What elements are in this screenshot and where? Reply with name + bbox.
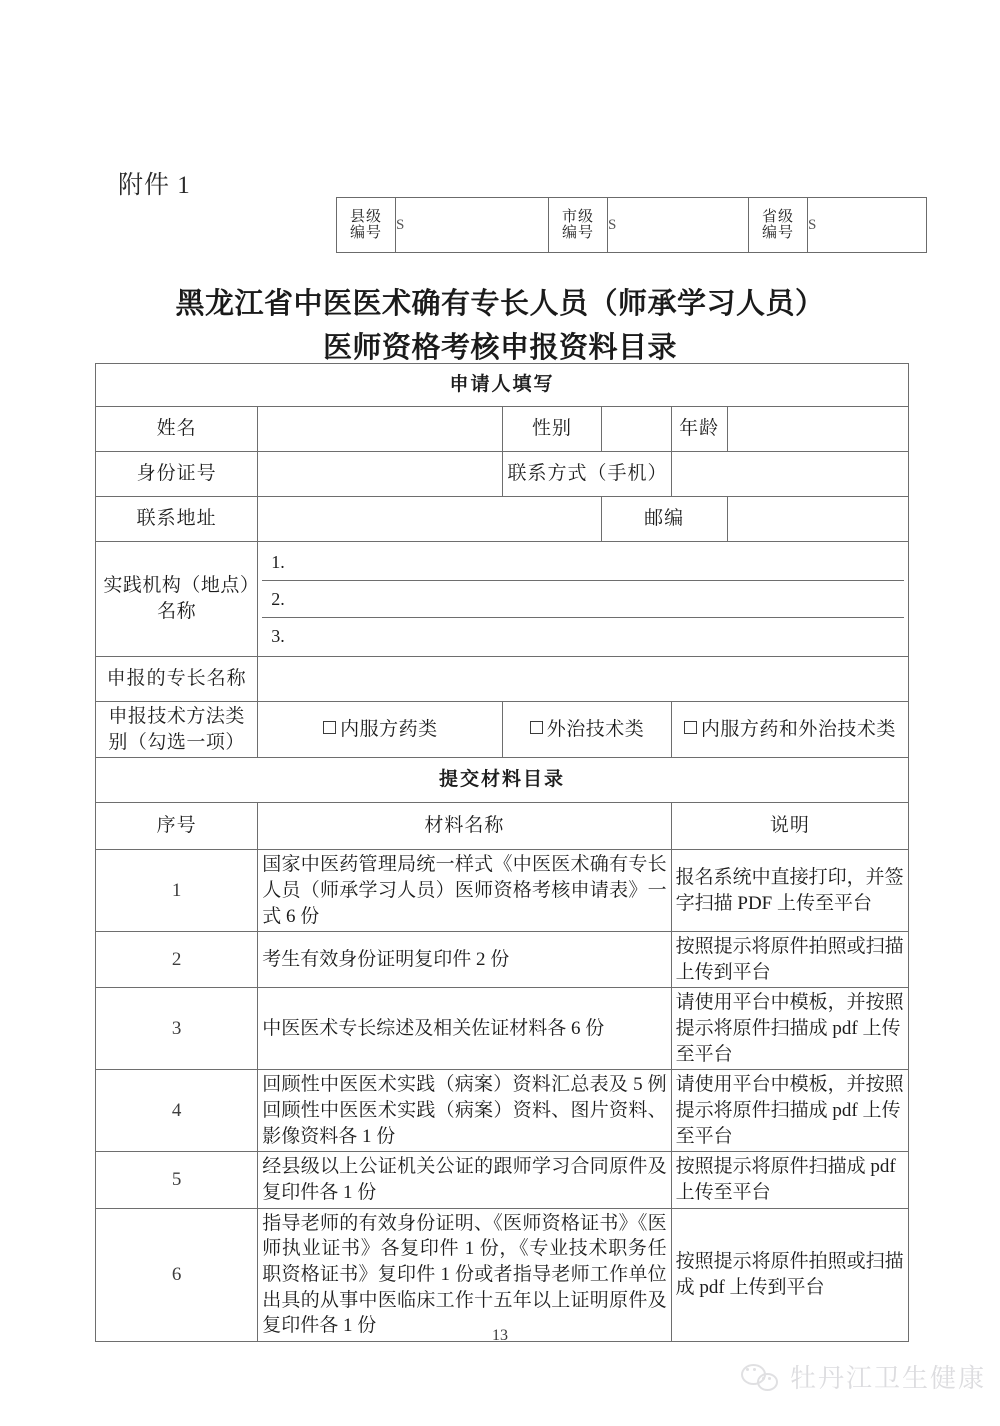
document-title-line2: 医师资格考核申报资料目录 (322, 332, 677, 365)
phone-label: 联系方式（手机） (503, 452, 671, 497)
numbering-table (336, 197, 927, 253)
age-input[interactable] (727, 407, 908, 452)
name-gender-age-row (96, 407, 909, 452)
category-row (96, 702, 909, 758)
institution-label: 实践机构（地点）名称 (96, 542, 258, 657)
material-name: 国家中医药管理局统一样式《中医医术确有专长人员（师承学习人员）医师资格考核申请表》一式 6 份 (258, 850, 671, 932)
institution-entry-2[interactable]: 2. (262, 581, 904, 618)
material-no: 3 (96, 988, 258, 1070)
institution-entry-1[interactable]: 1. (262, 544, 904, 581)
address-input[interactable] (258, 497, 601, 542)
age-label: 年龄 (671, 407, 727, 452)
checkbox-icon[interactable] (323, 721, 336, 734)
material-desc: 请使用平台中模板，并按照提示将原件扫描成 pdf 上传至平台 (671, 988, 908, 1070)
city-number-label-line1: 市级 (561, 208, 594, 225)
postcode-label: 邮编 (601, 497, 727, 542)
county-number-field[interactable]: S (396, 198, 549, 253)
name-label: 姓名 (96, 407, 258, 452)
checkbox-icon[interactable] (684, 721, 697, 734)
category-option-internal-label: 内服方药类 (340, 718, 438, 740)
id-phone-row (96, 452, 909, 497)
material-no: 5 (96, 1152, 258, 1208)
table-row (96, 1152, 909, 1208)
table-row (96, 850, 909, 932)
specialty-input[interactable] (258, 657, 909, 702)
page-number: 13 (492, 1327, 508, 1344)
id-number-label: 身份证号 (96, 452, 258, 497)
document-title-line1: 黑龙江省中医医术确有专长人员（师承学习人员） (175, 288, 825, 320)
category-option-both-label: 内服方药和外治技术类 (700, 718, 896, 740)
category-option-both[interactable] (671, 702, 908, 758)
gender-label: 性别 (503, 407, 601, 452)
material-name: 经县级以上公证机关公证的跟师学习合同原件及复印件各 1 份 (258, 1152, 671, 1208)
material-name: 中医医术专长综述及相关佐证材料各 6 份 (258, 988, 671, 1070)
materials-section-header-row (96, 758, 909, 803)
county-number-label (337, 198, 396, 253)
specialty-label: 申报的专长名称 (96, 657, 258, 702)
province-number-label (749, 198, 808, 253)
address-label: 联系地址 (96, 497, 258, 542)
checkbox-icon[interactable] (530, 721, 543, 734)
category-option-internal[interactable] (258, 702, 503, 758)
applicant-section-header: 申请人填写 (96, 364, 909, 407)
watermark-text: 牡丹江卫生健康 (789, 1363, 986, 1393)
column-header-no: 序号 (96, 803, 258, 850)
column-header-name: 材料名称 (258, 803, 671, 850)
material-name: 考生有效身份证明复印件 2 份 (258, 932, 671, 988)
province-number-field[interactable]: S (808, 198, 927, 253)
document-title (0, 282, 1000, 370)
county-number-label-line2: 编号 (349, 225, 382, 241)
material-no: 2 (96, 932, 258, 988)
name-input[interactable] (258, 407, 503, 452)
watermark (741, 1358, 986, 1395)
material-name: 指导老师的有效身份证明、《医师资格证书》《医师执业证书》各复印件 1 份，《专业技术职务任职资格证书》复印件 1 份或者指导老师工作单位出具的从事中医临床工作十五年以上证明原件及复印件各 1 份 (258, 1208, 671, 1341)
city-number-label (549, 198, 608, 253)
material-name: 回顾性中医医术实践（病案）资料汇总表及 5 例回顾性中医医术实践（病案）资料、图片资料、影像资料各 1 份 (258, 1070, 671, 1152)
applicant-section-header-row (96, 364, 909, 407)
material-desc: 按照提示将原件扫描成 pdf 上传至平台 (671, 1152, 908, 1208)
material-desc: 报名系统中直接打印，并签字扫描 PDF 上传至平台 (671, 850, 908, 932)
materials-section-header: 提交材料目录 (96, 758, 909, 803)
wechat-icon (741, 1362, 781, 1392)
institution-row (96, 542, 909, 657)
institution-entries (258, 542, 909, 657)
specialty-row (96, 657, 909, 702)
material-no: 1 (96, 850, 258, 932)
material-desc: 按照提示将原件拍照或扫描成 pdf 上传到平台 (671, 1208, 908, 1341)
material-desc: 按照提示将原件拍照或扫描上传到平台 (671, 932, 908, 988)
province-number-label-line1: 省级 (761, 208, 794, 225)
province-number-label-line2: 编号 (761, 225, 794, 241)
table-row (96, 932, 909, 988)
gender-input[interactable] (601, 407, 671, 452)
category-option-external-label: 外治技术类 (546, 718, 645, 740)
numbering-row (337, 198, 927, 253)
category-option-external[interactable] (503, 702, 671, 758)
attachment-label: 附件 1 (118, 172, 191, 199)
application-form-table (95, 363, 909, 1342)
address-postcode-row (96, 497, 909, 542)
phone-input[interactable] (671, 452, 908, 497)
column-header-desc: 说明 (671, 803, 908, 850)
table-row (96, 1208, 909, 1341)
city-number-field[interactable]: S (608, 198, 749, 253)
id-number-input[interactable] (258, 452, 503, 497)
material-no: 6 (96, 1208, 258, 1341)
materials-column-header-row (96, 803, 909, 850)
postcode-input[interactable] (727, 497, 908, 542)
institution-entry-3[interactable]: 3. (271, 626, 285, 646)
city-number-label-line2: 编号 (561, 225, 594, 241)
table-row (96, 1070, 909, 1152)
material-no: 4 (96, 1070, 258, 1152)
table-row (96, 988, 909, 1070)
county-number-label-line1: 县级 (349, 208, 382, 225)
material-desc: 请使用平台中模板，并按照提示将原件扫描成 pdf 上传至平台 (671, 1070, 908, 1152)
category-label: 申报技术方法类别（勾选一项） (96, 702, 258, 758)
